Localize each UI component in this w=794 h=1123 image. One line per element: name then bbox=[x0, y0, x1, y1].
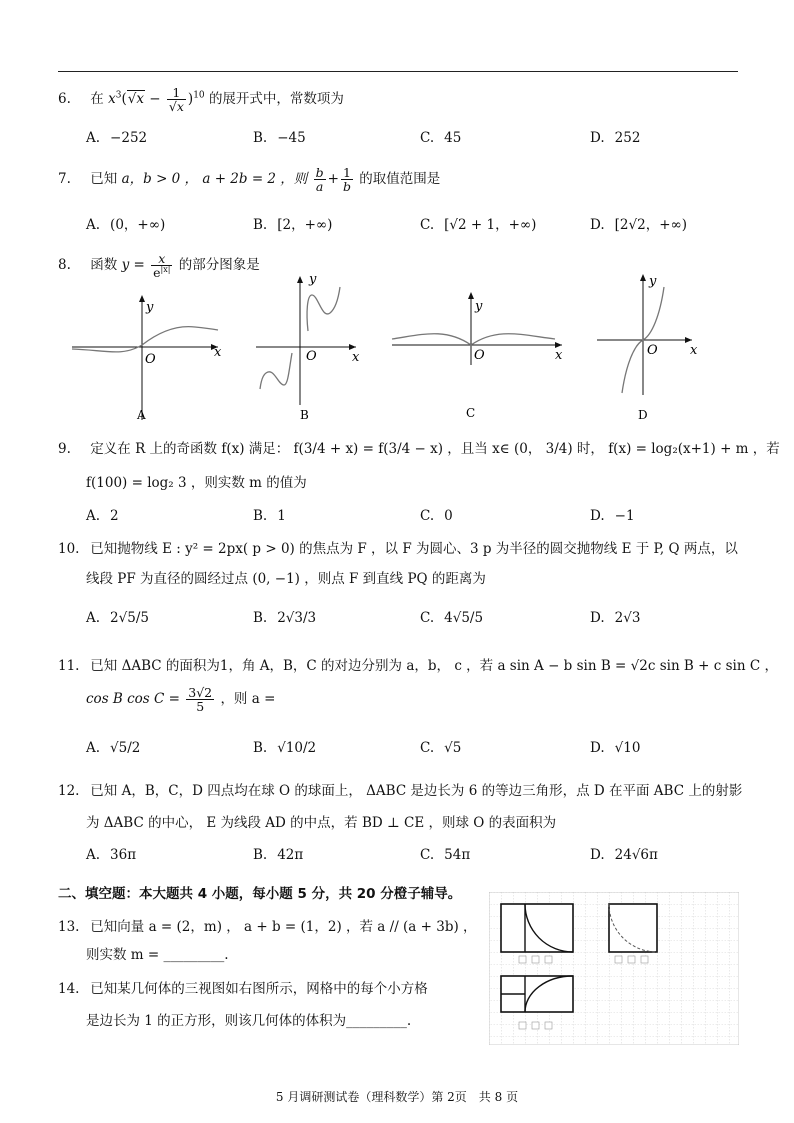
question-9 bbox=[58, 440, 780, 458]
axis-label-x: x bbox=[352, 350, 360, 365]
option-a[interactable]: A. 2 bbox=[86, 508, 119, 524]
graph-label-b: B bbox=[300, 408, 309, 422]
option-a[interactable]: A. 2√5/5 bbox=[86, 610, 149, 626]
option-a[interactable]: A. 36π bbox=[86, 847, 137, 863]
question-number: 11. bbox=[58, 658, 80, 674]
question-number: 10. bbox=[58, 541, 80, 557]
option-c[interactable]: C. 4√5/5 bbox=[420, 610, 484, 626]
graph-label-a: A bbox=[137, 408, 146, 422]
question-text: 已知向量 a = (2，m) ， a + b = (1，2) ，若 a // (a + 3b) ， bbox=[90, 919, 477, 935]
option-a[interactable]: A. (0，+∞) bbox=[86, 217, 166, 233]
axis-label-x: x bbox=[555, 348, 563, 363]
question-text: 已知 bbox=[90, 171, 118, 188]
question-14-line2[interactable]: 是边长为 1 的正方形，则该几何体的体积为_________. bbox=[86, 1013, 412, 1029]
option-d[interactable]: D. 252 bbox=[590, 130, 641, 146]
axis-label-x: x bbox=[690, 343, 698, 358]
option-b[interactable]: B. 42π bbox=[253, 847, 304, 863]
axis-label-y: y bbox=[649, 274, 657, 289]
question-text: 定义在 R 上的奇函数 f(x) 满足： f(3/4 + x) = f(3/4 − x) ，且当 x∈ (0， 3/4) 时， f(x) = log₂(x+1) + m ，若 bbox=[90, 441, 780, 457]
origin-label: O bbox=[306, 349, 317, 364]
option-d[interactable]: D. [2√2，+∞) bbox=[590, 217, 688, 233]
option-b[interactable]: B. [2，+∞) bbox=[253, 217, 333, 233]
question-text: 已知 A，B，C，D 四点均在球 O 的球面上， ΔABC 是边长为 6 的等边三角形，点 D 在平面 ABC 上的射影 bbox=[90, 783, 743, 799]
axis-label-y: y bbox=[146, 300, 154, 315]
option-d[interactable]: D. 24√6π bbox=[590, 847, 658, 863]
question-number: 9. bbox=[58, 441, 71, 457]
fraction: $\frac{1}{√x}$ bbox=[168, 85, 184, 115]
option-b[interactable]: B. 2√3/3 bbox=[253, 610, 317, 626]
section-title: 二、填空题：本大题共 4 小题，每小题 5 分，共 20 分橙子辅导。 bbox=[58, 886, 462, 902]
origin-label: O bbox=[145, 352, 156, 367]
question-11-line2: cos B cos C = $\frac{3√2}{5}$ ，则 a = bbox=[86, 685, 276, 715]
option-d[interactable]: D. −1 bbox=[590, 508, 635, 524]
question-text: 已知抛物线 E : y² = 2px( p > 0) 的焦点为 F ，以 F 为圆心、3 p 为半径的圆交抛物线 E 于 P, Q 两点，以 bbox=[90, 541, 738, 557]
option-d[interactable]: D. 2√3 bbox=[590, 610, 641, 626]
question-10 bbox=[58, 540, 738, 558]
graph-label-c: C bbox=[466, 406, 476, 420]
question-6: 6. 在 $x^3(√x$ − $\frac{1}{√x}$ )$^{10}$ 的展开式中，常数项为 bbox=[58, 85, 344, 115]
question-text: cos B cos C = bbox=[86, 691, 180, 708]
option-c[interactable]: C. √5 bbox=[420, 740, 462, 756]
question-13-line2[interactable]: 则实数 m = _________. bbox=[86, 947, 229, 963]
top-rule bbox=[58, 71, 738, 72]
page-footer: 5 月调研测试卷（理科数学）第 2页 共 8 页 bbox=[275, 1090, 519, 1104]
question-11 bbox=[58, 657, 778, 675]
question-text: 函数 bbox=[90, 257, 118, 274]
question-number: 14. bbox=[58, 981, 80, 997]
question-7: 7. 已知 a，b > 0 ， a + 2b = 2 ，则 $\frac{b}{a}$ + $\frac{1}{b}$ 的取值范围是 bbox=[58, 165, 441, 195]
axis-label-y: y bbox=[309, 272, 317, 287]
option-a[interactable]: A. √5/2 bbox=[86, 740, 141, 756]
question-number: 13. bbox=[58, 919, 80, 935]
question-number: 8. bbox=[58, 257, 71, 274]
question-8: 8. 函数 y = $\frac{x}{e^{|x|}}$ 的部分图象是 bbox=[58, 251, 260, 281]
condition: a，b > 0 ， a + 2b = 2 ，则 bbox=[121, 171, 308, 188]
graph-d[interactable] bbox=[597, 274, 698, 422]
origin-label: O bbox=[474, 348, 485, 363]
question-text: 的部分图象是 bbox=[178, 257, 260, 274]
option-c[interactable]: C. 0 bbox=[420, 508, 453, 524]
question-text: 已知 ΔABC 的面积为1，角 A，B，C 的对边分别为 a，b， c ，若 a sin A − b sin B = √2c sin B + c sin C ， bbox=[90, 658, 778, 674]
question-text: ，则 a = bbox=[220, 691, 276, 708]
graph-label-d: D bbox=[638, 408, 648, 422]
question-number: 6. bbox=[58, 91, 71, 108]
question-12-line2: 为 ΔABC 的中心， E 为线段 AD 的中点，若 BD ⊥ CE ，则球 O 的表面积为 bbox=[86, 815, 557, 831]
question-13 bbox=[58, 918, 477, 936]
three-view-figure bbox=[489, 892, 739, 1045]
question-text: 的取值范围是 bbox=[359, 171, 441, 188]
question-number: 7. bbox=[58, 171, 71, 188]
question-10-line2: 线段 PF 为直径的圆经过点 (0, −1) ，则点 F 到直线 PQ 的距离为 bbox=[86, 571, 486, 587]
question-12 bbox=[58, 782, 742, 800]
option-d[interactable]: D. √10 bbox=[590, 740, 641, 756]
option-c[interactable]: C. 54π bbox=[420, 847, 471, 863]
question-9-line2: f(100) = log₂ 3 ，则实数 m 的值为 bbox=[86, 475, 307, 491]
option-b[interactable]: B. 1 bbox=[253, 508, 286, 524]
graph-c[interactable] bbox=[392, 292, 563, 420]
axis-label-x: x bbox=[214, 345, 222, 360]
question-text: 在 bbox=[90, 91, 104, 108]
origin-label: O bbox=[647, 343, 658, 358]
question-text: 已知某几何体的三视图如右图所示，网格中的每个小方格 bbox=[90, 981, 428, 997]
graph-options bbox=[60, 265, 740, 425]
graph-a[interactable] bbox=[72, 295, 222, 422]
option-c[interactable]: C. 45 bbox=[420, 130, 462, 146]
option-a[interactable]: A. −252 bbox=[86, 130, 148, 146]
question-text: 的展开式中，常数项为 bbox=[208, 91, 344, 108]
question-14 bbox=[58, 980, 428, 998]
axis-label-y: y bbox=[475, 299, 483, 314]
exponent: 10 bbox=[193, 90, 205, 101]
option-b[interactable]: B. −45 bbox=[253, 130, 306, 146]
option-b[interactable]: B. √10/2 bbox=[253, 740, 317, 756]
graph-b[interactable] bbox=[256, 272, 360, 422]
option-c[interactable]: C. [√2 + 1，+∞) bbox=[420, 217, 537, 233]
question-number: 12. bbox=[58, 783, 80, 799]
